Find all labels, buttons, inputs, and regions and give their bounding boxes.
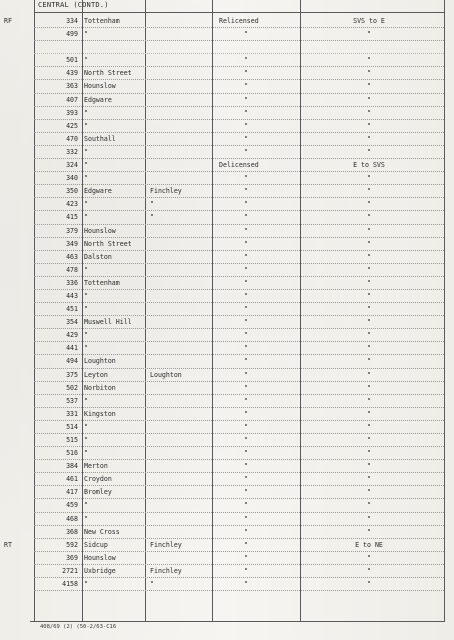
transfer-code: " bbox=[367, 305, 371, 314]
vehicle-number: 379 bbox=[66, 226, 78, 235]
ledger-row bbox=[34, 552, 444, 565]
garage-from: " bbox=[84, 56, 88, 65]
licence-status: " bbox=[244, 187, 248, 196]
transfer-code: " bbox=[367, 265, 371, 274]
vehicle-number: 423 bbox=[66, 200, 78, 209]
vehicle-number: 494 bbox=[66, 357, 78, 366]
transfer-code: " bbox=[367, 580, 371, 589]
garage-from: Merton bbox=[84, 462, 108, 471]
transfer-code: " bbox=[367, 514, 371, 523]
garage-from: " bbox=[84, 580, 88, 589]
vehicle-number: 369 bbox=[66, 553, 78, 562]
licence-status: " bbox=[244, 30, 248, 39]
transfer-code: " bbox=[367, 187, 371, 196]
licence-status: " bbox=[244, 174, 248, 183]
vehicle-number: 515 bbox=[66, 436, 78, 444]
vehicle-number: 451 bbox=[66, 305, 78, 314]
transfer-code: " bbox=[367, 409, 371, 418]
vehicle-number: 478 bbox=[66, 265, 78, 274]
licence-status: " bbox=[244, 501, 248, 510]
licence-status: " bbox=[244, 226, 248, 235]
garage-from: Dalston bbox=[84, 252, 112, 261]
vehicle-number: 4158 bbox=[62, 580, 78, 589]
vehicle-number: 537 bbox=[66, 396, 78, 405]
ledger-row bbox=[34, 421, 444, 434]
garage-from: " bbox=[84, 396, 88, 405]
vehicle-number: 334 bbox=[66, 17, 78, 25]
licence-status: " bbox=[244, 540, 248, 549]
garage-via: " bbox=[150, 580, 154, 589]
garage-from: Norbiton bbox=[84, 383, 116, 392]
transfer-code: " bbox=[367, 95, 371, 104]
ledger-row bbox=[34, 460, 444, 473]
transfer-code: " bbox=[367, 331, 371, 340]
vehicle-number: 516 bbox=[66, 449, 78, 458]
transfer-code: " bbox=[367, 69, 371, 78]
licence-status: " bbox=[244, 278, 248, 287]
garage-from: " bbox=[84, 501, 88, 510]
licence-status: " bbox=[244, 370, 248, 379]
transfer-code: " bbox=[367, 501, 371, 510]
transfer-code: " bbox=[367, 147, 371, 156]
garage-from: " bbox=[84, 422, 88, 431]
page-header: CENTRAL (CONTD.) bbox=[38, 1, 109, 9]
transfer-code: " bbox=[367, 383, 371, 392]
licence-status: " bbox=[244, 95, 248, 104]
vehicle-number: 363 bbox=[66, 82, 78, 91]
garage-from: North Street bbox=[84, 69, 132, 78]
licence-status: " bbox=[244, 331, 248, 340]
transfer-code: E to NE bbox=[355, 540, 383, 549]
vehicle-number: 502 bbox=[66, 383, 78, 392]
licence-status: " bbox=[244, 239, 248, 248]
licence-status: " bbox=[244, 252, 248, 261]
garage-from: Croydon bbox=[84, 475, 112, 484]
ledger-row bbox=[34, 499, 444, 512]
licence-status: " bbox=[244, 553, 248, 562]
transfer-code: " bbox=[367, 396, 371, 405]
licence-status: " bbox=[244, 580, 248, 589]
garage-from: " bbox=[84, 200, 88, 209]
ledger-row bbox=[34, 28, 444, 41]
ledger-row bbox=[34, 251, 444, 264]
licence-status: " bbox=[244, 69, 248, 78]
garage-from: " bbox=[84, 30, 88, 39]
ledger-row bbox=[34, 355, 444, 368]
ledger-row bbox=[34, 172, 444, 185]
transfer-code: " bbox=[367, 134, 371, 143]
ledger-row bbox=[34, 329, 444, 342]
licence-status: " bbox=[244, 213, 248, 222]
garage-from: Hounslow bbox=[84, 82, 116, 91]
licence-status: " bbox=[244, 265, 248, 274]
licence-status: " bbox=[244, 291, 248, 300]
garage-from: " bbox=[84, 449, 88, 458]
licence-status: " bbox=[244, 396, 248, 405]
garage-from: " bbox=[84, 161, 88, 170]
licence-status: " bbox=[244, 383, 248, 392]
transfer-code: " bbox=[367, 436, 371, 444]
vehicle-number: 443 bbox=[66, 291, 78, 300]
transfer-code: " bbox=[367, 357, 371, 366]
header-rule bbox=[34, 12, 444, 13]
vehicle-number: 425 bbox=[66, 121, 78, 130]
garage-from: " bbox=[84, 213, 88, 222]
garage-from: " bbox=[84, 331, 88, 340]
vehicle-number: 332 bbox=[66, 147, 78, 156]
ledger-row bbox=[34, 316, 444, 329]
fleet-prefix: RT bbox=[4, 540, 12, 549]
vehicle-number: 340 bbox=[66, 174, 78, 183]
licence-status: " bbox=[244, 357, 248, 366]
transfer-code: " bbox=[367, 488, 371, 497]
ledger-row bbox=[34, 67, 444, 80]
licence-status: " bbox=[244, 82, 248, 91]
garage-from: North Street bbox=[84, 239, 132, 248]
garage-via: " bbox=[150, 213, 154, 222]
ledger-row bbox=[34, 120, 444, 133]
transfer-code: " bbox=[367, 56, 371, 65]
ledger-row bbox=[34, 146, 444, 159]
transfer-code: " bbox=[367, 278, 371, 287]
garage-from: " bbox=[84, 305, 88, 314]
ledger-row bbox=[34, 382, 444, 395]
garage-from: " bbox=[84, 436, 88, 444]
transfer-code: " bbox=[367, 226, 371, 235]
transfer-code: " bbox=[367, 566, 371, 575]
garage-from: Uxbridge bbox=[84, 566, 116, 575]
licence-status: Delicensed bbox=[219, 161, 259, 170]
vehicle-number: 470 bbox=[66, 134, 78, 143]
licence-status: " bbox=[244, 344, 248, 353]
ledger-row bbox=[34, 94, 444, 107]
vehicle-number: 368 bbox=[66, 527, 78, 536]
transfer-code: " bbox=[367, 344, 371, 353]
licence-status: " bbox=[244, 449, 248, 458]
vehicle-number: 417 bbox=[66, 488, 78, 497]
ledger-row bbox=[34, 41, 444, 54]
ledger-row bbox=[34, 513, 444, 526]
ledger-row bbox=[34, 238, 444, 251]
licence-status: " bbox=[244, 108, 248, 117]
vehicle-number: 415 bbox=[66, 213, 78, 222]
vehicle-number: 324 bbox=[66, 161, 78, 170]
form-code: 408/69 (2) (50-2/63-C16 bbox=[40, 624, 117, 630]
licence-status: " bbox=[244, 134, 248, 143]
ledger-row bbox=[4, 539, 444, 552]
transfer-code: " bbox=[367, 475, 371, 484]
ledger-row bbox=[34, 486, 444, 499]
transfer-code: E to SVS bbox=[353, 161, 385, 170]
licence-status: " bbox=[244, 462, 248, 471]
transfer-code: " bbox=[367, 527, 371, 536]
vehicle-number: 463 bbox=[66, 252, 78, 261]
licence-status: " bbox=[244, 147, 248, 156]
garage-from: Loughton bbox=[84, 357, 116, 366]
garage-from: Kingston bbox=[84, 409, 116, 418]
licence-status: Relicensed bbox=[219, 17, 259, 25]
vehicle-number: 336 bbox=[66, 278, 78, 287]
licence-status: " bbox=[244, 488, 248, 497]
vehicle-number: 468 bbox=[66, 514, 78, 523]
garage-via: Loughton bbox=[150, 370, 182, 379]
ledger-row bbox=[34, 578, 444, 591]
garage-from: New Cross bbox=[84, 527, 120, 536]
ledger-row bbox=[34, 408, 444, 421]
fleet-prefix: RF bbox=[4, 17, 12, 25]
licence-status: " bbox=[244, 56, 248, 65]
vehicle-number: 499 bbox=[66, 30, 78, 39]
licence-status: " bbox=[244, 566, 248, 575]
vehicle-number: 350 bbox=[66, 187, 78, 196]
garage-from: Hounslow bbox=[84, 226, 116, 235]
garage-from: Southall bbox=[84, 134, 116, 143]
licence-status: " bbox=[244, 475, 248, 484]
vehicle-number: 393 bbox=[66, 108, 78, 117]
bottom-rule bbox=[30, 621, 444, 622]
licence-status: " bbox=[244, 121, 248, 130]
ledger-row bbox=[34, 80, 444, 93]
garage-from: Edgware bbox=[84, 95, 112, 104]
ledger-row bbox=[34, 198, 444, 211]
ledger-row bbox=[34, 211, 444, 224]
transfer-code: " bbox=[367, 174, 371, 183]
ledger-row bbox=[34, 185, 444, 198]
ledger-row bbox=[34, 303, 444, 316]
ledger-row bbox=[34, 277, 444, 290]
transfer-code: " bbox=[367, 370, 371, 379]
transfer-code: " bbox=[367, 30, 371, 39]
licence-status: " bbox=[244, 409, 248, 418]
garage-via: " bbox=[150, 200, 154, 209]
vehicle-number: 354 bbox=[66, 318, 78, 327]
ledger-row bbox=[34, 369, 444, 382]
transfer-code: " bbox=[367, 121, 371, 130]
transfer-code: " bbox=[367, 462, 371, 471]
licence-status: " bbox=[244, 436, 248, 444]
vehicle-number: 384 bbox=[66, 462, 78, 471]
transfer-code: " bbox=[367, 213, 371, 222]
ledger-row bbox=[34, 447, 444, 460]
ledger-row bbox=[34, 225, 444, 238]
garage-from: Hounslow bbox=[84, 553, 116, 562]
vehicle-number: 592 bbox=[66, 540, 78, 549]
ledger-row bbox=[34, 290, 444, 303]
vehicle-number: 514 bbox=[66, 422, 78, 431]
licence-status: " bbox=[244, 318, 248, 327]
ledger-row bbox=[34, 159, 444, 172]
garage-from: " bbox=[84, 121, 88, 130]
transfer-code: " bbox=[367, 252, 371, 261]
vehicle-number: 375 bbox=[66, 370, 78, 379]
licence-status: " bbox=[244, 305, 248, 314]
garage-via: Finchley bbox=[150, 187, 182, 196]
transfer-code: " bbox=[367, 108, 371, 117]
vehicle-number: 461 bbox=[66, 475, 78, 484]
transfer-code: " bbox=[367, 200, 371, 209]
transfer-code: SVS to E bbox=[353, 17, 385, 25]
ledger-row bbox=[34, 107, 444, 120]
ledger-row bbox=[34, 434, 444, 447]
ledger-row bbox=[4, 15, 444, 28]
transfer-code: " bbox=[367, 239, 371, 248]
vehicle-number: 441 bbox=[66, 344, 78, 353]
garage-from: Tottenham bbox=[84, 278, 120, 287]
garage-from: " bbox=[84, 108, 88, 117]
vehicle-number: 501 bbox=[66, 56, 78, 65]
garage-from: " bbox=[84, 514, 88, 523]
ledger-row bbox=[34, 133, 444, 146]
vehicle-number: 331 bbox=[66, 409, 78, 418]
garage-from: Bromley bbox=[84, 488, 112, 497]
garage-from: " bbox=[84, 147, 88, 156]
licence-status: " bbox=[244, 527, 248, 536]
transfer-code: " bbox=[367, 553, 371, 562]
licence-status: " bbox=[244, 200, 248, 209]
ledger-row bbox=[34, 565, 444, 578]
transfer-code: " bbox=[367, 318, 371, 327]
transfer-code: " bbox=[367, 422, 371, 431]
vehicle-number: 439 bbox=[66, 69, 78, 78]
garage-from: Muswell Hill bbox=[84, 318, 132, 327]
transfer-code: " bbox=[367, 291, 371, 300]
garage-from: Edgware bbox=[84, 187, 112, 196]
ledger-row bbox=[34, 54, 444, 67]
garage-from: " bbox=[84, 344, 88, 353]
garage-from: " bbox=[84, 265, 88, 274]
transfer-code: " bbox=[367, 449, 371, 458]
garage-from: Leyton bbox=[84, 370, 108, 379]
garage-from: Sidcup bbox=[84, 540, 108, 549]
garage-from: " bbox=[84, 291, 88, 300]
ledger-row bbox=[34, 264, 444, 277]
ledger-row bbox=[34, 473, 444, 486]
ledger-row bbox=[34, 342, 444, 355]
vehicle-number: 2721 bbox=[62, 566, 78, 575]
garage-from: Tottenham bbox=[84, 17, 120, 25]
vehicle-number: 459 bbox=[66, 501, 78, 510]
vehicle-number: 407 bbox=[66, 95, 78, 104]
ledger-row bbox=[34, 395, 444, 408]
vehicle-number: 429 bbox=[66, 331, 78, 340]
garage-via: Finchley bbox=[150, 566, 182, 575]
garage-via: Finchley bbox=[150, 540, 182, 549]
licence-status: " bbox=[244, 514, 248, 523]
vehicle-number: 349 bbox=[66, 239, 78, 248]
garage-from: " bbox=[84, 174, 88, 183]
licence-status: " bbox=[244, 422, 248, 431]
ledger-row bbox=[34, 526, 444, 539]
transfer-code: " bbox=[367, 82, 371, 91]
ledger-rows bbox=[0, 15, 454, 591]
